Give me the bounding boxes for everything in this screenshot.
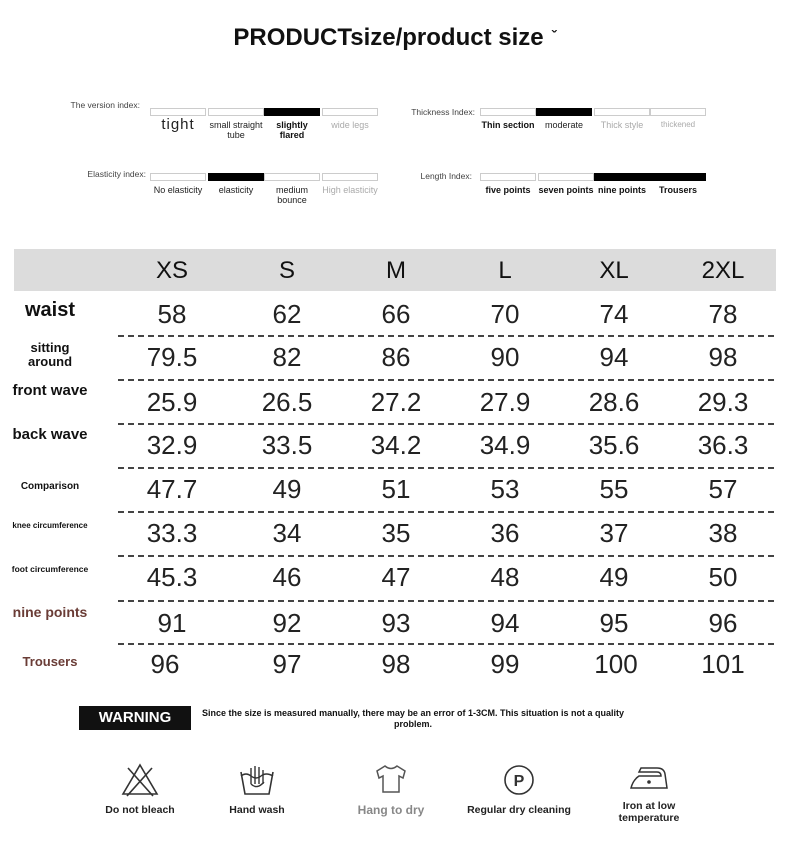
row-divider	[118, 423, 774, 425]
table-cell: 98	[381, 649, 411, 679]
row-label-nine-points: nine points	[12, 604, 88, 620]
table-cell: 46	[272, 562, 302, 592]
table-cell: 29.3	[697, 387, 749, 417]
page-title	[0, 24, 790, 52]
elasticity-option-medium: medium bounce	[264, 173, 320, 206]
version-index-label: The version index:	[70, 100, 140, 110]
table-cell: 35.6	[588, 430, 640, 460]
table-cell: 27.2	[370, 387, 422, 417]
length-option-trousers: Trousers	[650, 173, 706, 195]
table-cell: 36.3	[697, 430, 749, 460]
table-cell: 90	[490, 342, 520, 372]
iron-low-icon	[627, 762, 671, 794]
table-cell: 35	[381, 518, 411, 548]
row-divider	[118, 511, 774, 513]
version-option-small-straight: small straight tube	[208, 108, 264, 141]
no-bleach-icon	[120, 762, 160, 798]
elasticity-index-label: Elasticity index:	[87, 169, 146, 179]
table-cell: 47.7	[146, 474, 198, 504]
table-cell: 48	[490, 562, 520, 592]
hang-dry-icon	[371, 762, 411, 798]
table-cell: 66	[381, 299, 411, 329]
version-option-tight: tight	[150, 108, 206, 133]
thickness-option-moderate: moderate	[536, 108, 592, 130]
table-cell: 57	[708, 474, 738, 504]
column-header-m: M	[386, 257, 406, 284]
table-cell: 50	[708, 562, 738, 592]
row-label-sitting-around: sitting around	[27, 340, 73, 369]
row-label-back-wave: back wave	[12, 426, 88, 443]
row-label-trousers: Trousers	[22, 654, 78, 669]
table-cell: 97	[272, 649, 302, 679]
table-cell: 34.2	[370, 430, 422, 460]
table-cell: 37	[599, 518, 629, 548]
version-option-slightly-flared: slightly flared	[264, 108, 320, 141]
care-label: Iron at low temperature	[618, 800, 680, 825]
care-item-iron-low	[594, 762, 704, 824]
table-cell: 95	[599, 608, 629, 638]
table-cell: 53	[490, 474, 520, 504]
care-label: Hand wash	[229, 804, 285, 816]
row-divider	[118, 600, 774, 602]
dry-clean-icon	[499, 762, 539, 798]
table-cell: 70	[490, 299, 520, 329]
thickness-option-thickened: thickened	[650, 108, 706, 129]
care-label: Regular dry cleaning	[467, 804, 571, 816]
table-cell: 62	[272, 299, 302, 329]
row-divider	[118, 467, 774, 469]
table-cell: 32.9	[146, 430, 198, 460]
table-cell: 33.5	[261, 430, 313, 460]
table-cell: 96	[708, 608, 738, 638]
table-cell: 38	[708, 518, 738, 548]
table-cell: 27.9	[479, 387, 531, 417]
table-cell: 86	[381, 342, 411, 372]
table-cell: 33.3	[146, 518, 198, 548]
length-option-nine-points: nine points	[594, 173, 650, 195]
table-cell: 78	[708, 299, 738, 329]
row-divider	[118, 643, 774, 645]
table-cell: 99	[490, 649, 520, 679]
hand-wash-icon	[237, 762, 277, 798]
table-cell: 49	[272, 474, 302, 504]
table-cell: 28.6	[588, 387, 640, 417]
thickness-option-thick: Thick style	[594, 108, 650, 130]
length-index-label: Length Index:	[420, 171, 472, 181]
row-label-knee-circumference: knee circumference	[12, 521, 88, 530]
chevron-down-icon: ˇ	[551, 28, 557, 45]
row-divider	[118, 335, 774, 337]
warning-badge: WARNING	[79, 706, 191, 730]
table-cell: 74	[599, 299, 629, 329]
table-cell: 25.9	[146, 387, 198, 417]
table-cell: 34.9	[479, 430, 531, 460]
title-text: PRODUCTsize/product size	[233, 24, 544, 51]
table-cell: 101	[701, 649, 745, 679]
svg-text:P: P	[513, 773, 525, 790]
table-cell: 55	[599, 474, 629, 504]
table-cell: 94	[490, 608, 520, 638]
table-cell: 91	[157, 608, 187, 638]
length-option-five-points: five points	[480, 173, 536, 195]
table-cell: 36	[490, 518, 520, 548]
care-label: Do not bleach	[105, 804, 175, 816]
column-header-xs: XS	[155, 257, 188, 284]
care-label: Hang to dry	[357, 803, 425, 817]
row-divider	[118, 379, 774, 381]
table-cell: 51	[381, 474, 411, 504]
table-cell: 100	[594, 649, 638, 679]
elasticity-option-elasticity: elasticity	[208, 173, 264, 195]
table-cell: 93	[381, 608, 411, 638]
table-cell: 26.5	[261, 387, 313, 417]
table-cell: 79.5	[146, 342, 198, 372]
care-item-dry-clean	[464, 762, 574, 816]
table-cell: 92	[272, 608, 302, 638]
table-cell: 96	[150, 649, 180, 679]
column-header-2xl: 2XL	[701, 257, 745, 284]
row-label-foot-circumference: foot circumference	[11, 564, 89, 574]
care-item-no-bleach	[85, 762, 195, 816]
table-cell: 58	[157, 299, 187, 329]
table-cell: 98	[708, 342, 738, 372]
row-label-comparison: Comparison	[20, 481, 80, 492]
thickness-index-label: Thickness Index:	[411, 107, 475, 117]
table-cell: 94	[599, 342, 629, 372]
column-header-l: L	[498, 257, 512, 284]
care-item-hand-wash	[202, 762, 312, 816]
table-cell: 34	[272, 518, 302, 548]
column-header-xl: XL	[599, 257, 629, 284]
warning-text: Since the size is measured manually, there may be an error of 1-3CM. This situation is not a quality problem.	[202, 708, 624, 729]
version-option-wide-legs: wide legs	[322, 108, 378, 130]
table-cell: 47	[381, 562, 411, 592]
table-cell: 49	[599, 562, 629, 592]
elasticity-option-high: High elasticity	[322, 173, 378, 195]
table-cell: 82	[272, 342, 302, 372]
row-label-front-wave: front wave	[12, 382, 88, 399]
table-cell: 45.3	[146, 562, 198, 592]
elasticity-option-none: No elasticity	[150, 173, 206, 195]
row-divider	[118, 555, 774, 557]
thickness-option-thin: Thin section	[480, 108, 536, 130]
length-option-seven-points: seven points	[538, 173, 594, 195]
row-label-waist: waist	[24, 299, 76, 321]
column-header-s: S	[278, 257, 295, 284]
care-item-hang-dry	[336, 762, 446, 818]
